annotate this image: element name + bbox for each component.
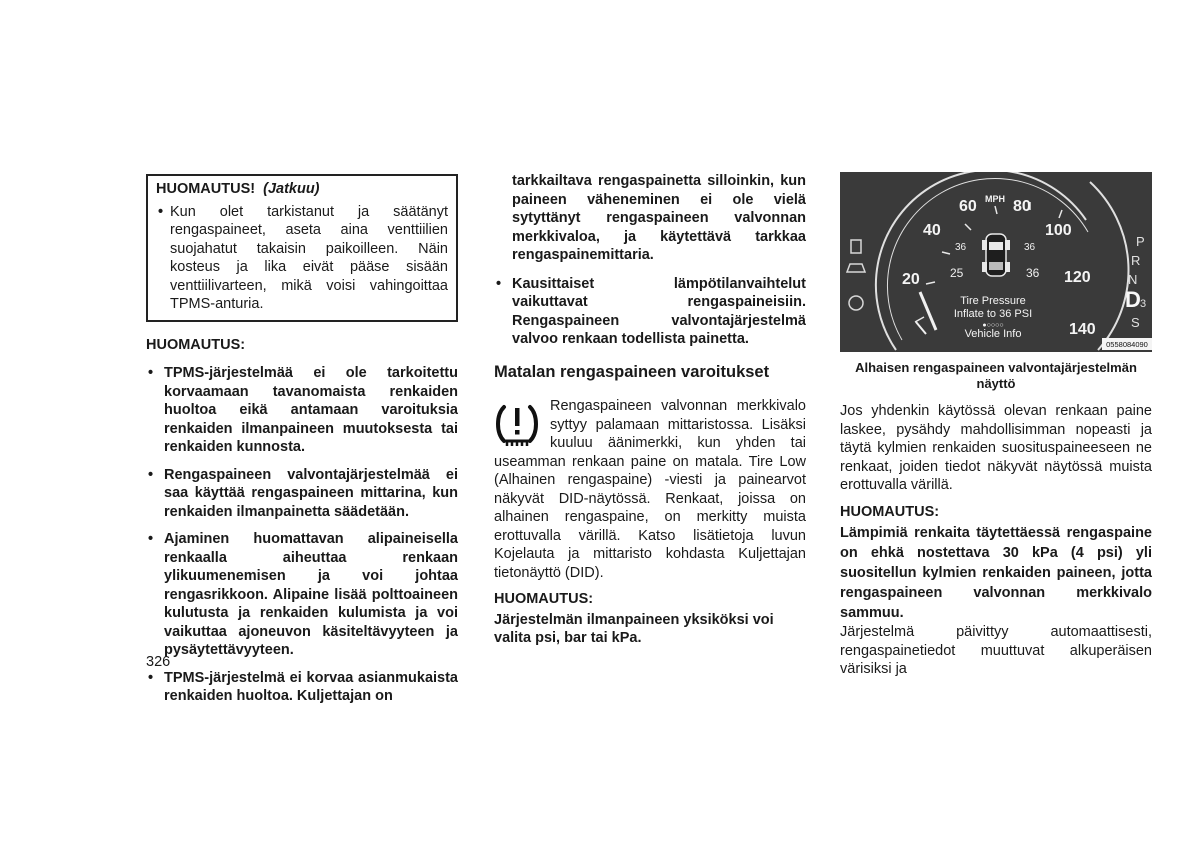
left-column	[146, 174, 458, 715]
after-note-text: Järjestelmä päivittyy automaattisesti, rengaspainetiedot muuttuvat alkuperäisen värisiksi ja	[840, 624, 1152, 677]
note-bullet-2: • Rengaspaineen valvontajärjestelmää ei saa käyttää rengaspaineen mittarina, kun renkaiden ilmanpainetta säädetään.	[146, 466, 458, 522]
warm-note-heading: HUOMAUTUS:	[840, 503, 940, 520]
note-bullet-3: • Ajaminen huomattavan alipaineisella renkaalla aiheuttaa renkaan ylikuumenemisen ja voi johtaa rengasrikkoon. Alipaine lisää polttoaineen kulutusta ja renkaiden kulumista ja voi vaikuttaa ajoneuvon käsiteltävyyteen ja pysäytettävyyteen.	[146, 530, 458, 660]
gear-3: 3	[1140, 298, 1147, 310]
season-bullet: • Kausittaiset lämpötilanvaihtelut vaikuttavat rengaspaineisiin. Rengaspaineen valvontajärjestelmä valvoo renkaan todellista painetta.	[494, 275, 806, 349]
caution-title: HUOMAUTUS!	[156, 181, 256, 197]
msg-line2: Inflate to 36 PSI	[953, 308, 1033, 320]
gear-s: S	[1131, 315, 1140, 330]
warning-body: Rengaspaineen valvonnan merkkivalo syttyy palamaan mittaristossa. Lisäksi kuuluu äänimerkki, kun yhden tai useamman renkaan paine on matala. Tire Low (Alhainen rengaspaine) -viesti ja painearvot näkyvät DID-näytössä. Renkaat, joissa on alhainen rengaspaine, on merkitty muista erottuvalla värillä. Katso lisätietoja luvun Kojelauta ja mittaristo kohdasta Kuljettajan tietonäyttö (DID).	[494, 398, 806, 581]
continued-text: tarkkailtava rengaspainetta silloinkin, kun paineen väheneminen ei ole vielä sytyttänyt rengaspaineen valvonnan merkkivaloa, ja käytettävä tarkkaa rengaspainemittaria.	[512, 173, 806, 263]
msg-line3: Vehicle Info	[964, 328, 1022, 340]
right-column	[840, 172, 1152, 679]
tire-rear-left: 25	[950, 266, 964, 280]
car-top-view-icon	[982, 234, 1010, 276]
note-bullet-4: • TPMS-järjestelmä ei korvaa asianmukaista renkaiden huoltoa. Kuljettajan on	[146, 669, 458, 706]
note-bullet-1: • TPMS-järjestelmää ei ole tarkoitettu korvaamaan tavanomaista renkaiden huoltoa eikä antamaan varoituksia renkaiden ilmanpaineen muutoksesta tai renkaiden kunnosta.	[146, 364, 458, 457]
speed-120: 120	[1064, 269, 1091, 286]
speed-100: 100	[1045, 222, 1072, 239]
speed-60: 60	[959, 198, 977, 215]
speed-80: 80	[1013, 198, 1031, 215]
season-list	[494, 275, 806, 349]
caution-list	[156, 203, 448, 314]
tire-front-left: 36	[955, 242, 967, 253]
figure-caption: Alhaisen rengaspaineen valvontajärjestelmän näyttö	[855, 360, 1137, 391]
speed-40: 40	[923, 222, 941, 239]
middle-column	[494, 172, 806, 648]
warm-note-text: Lämpimiä renkaita täytettäessä rengaspaine on ehkä nostettava 30 kPa (4 psi) yli suositellun kylmien renkaiden paineen, jotta rengaspaineen valvonnan merkkivalo sammuu.	[840, 525, 1152, 621]
speed-140: 140	[1069, 321, 1096, 338]
tpms-warning-icon	[494, 399, 540, 449]
unit-note-text: Järjestelmän ilmanpaineen yksiköksi voi valita psi, bar tai kPa.	[494, 611, 774, 646]
figure-code: 0558084090	[1106, 340, 1148, 349]
instrument-cluster-illustration	[840, 172, 1152, 352]
msg-line1: Tire Pressure	[960, 295, 1026, 307]
caution-box	[146, 174, 458, 322]
tire-rear-right: 36	[1026, 266, 1040, 280]
gear-r: R	[1131, 253, 1141, 268]
mph-label: MPH	[985, 194, 1005, 204]
speed-20: 20	[902, 271, 920, 288]
gear-p: P	[1136, 234, 1145, 249]
cluster-figure	[840, 172, 1152, 352]
caution-continued: (Jatkuu)	[263, 181, 320, 197]
note-heading: HUOMAUTUS:	[146, 336, 246, 353]
unit-note-heading: HUOMAUTUS:	[494, 591, 594, 607]
section-heading: Matalan rengaspaineen varoitukset	[494, 362, 770, 381]
warning-paragraph	[494, 397, 806, 582]
page-number: 326	[146, 654, 171, 670]
caution-box-title	[156, 180, 448, 199]
gear-n: N	[1128, 272, 1138, 287]
tire-front-right: 36	[1024, 242, 1036, 253]
body-paragraph: Jos yhdenkin käytössä olevan renkaan paine laskee, pysähdy mahdollisimman nopeasti ja täytä kylmien renkaiden suosituspaineeseen ne renkaat, joiden tiedot näkyvät näytössä muista erottuvalla värillä.	[840, 403, 1152, 493]
caution-bullet: • Kun olet tarkistanut ja säätänyt rengaspaineet, aseta aina venttiilien suojahatut takaisin paikoilleen. Näin kosteus ja lika eivät pääse sisään venttiilivarteen, mikä voisi vahingoittaa TPMS-anturia.	[156, 203, 448, 314]
note-list	[146, 364, 458, 706]
msg-dots: ●○○○○	[982, 322, 1004, 329]
gear-d: D	[1125, 287, 1141, 312]
